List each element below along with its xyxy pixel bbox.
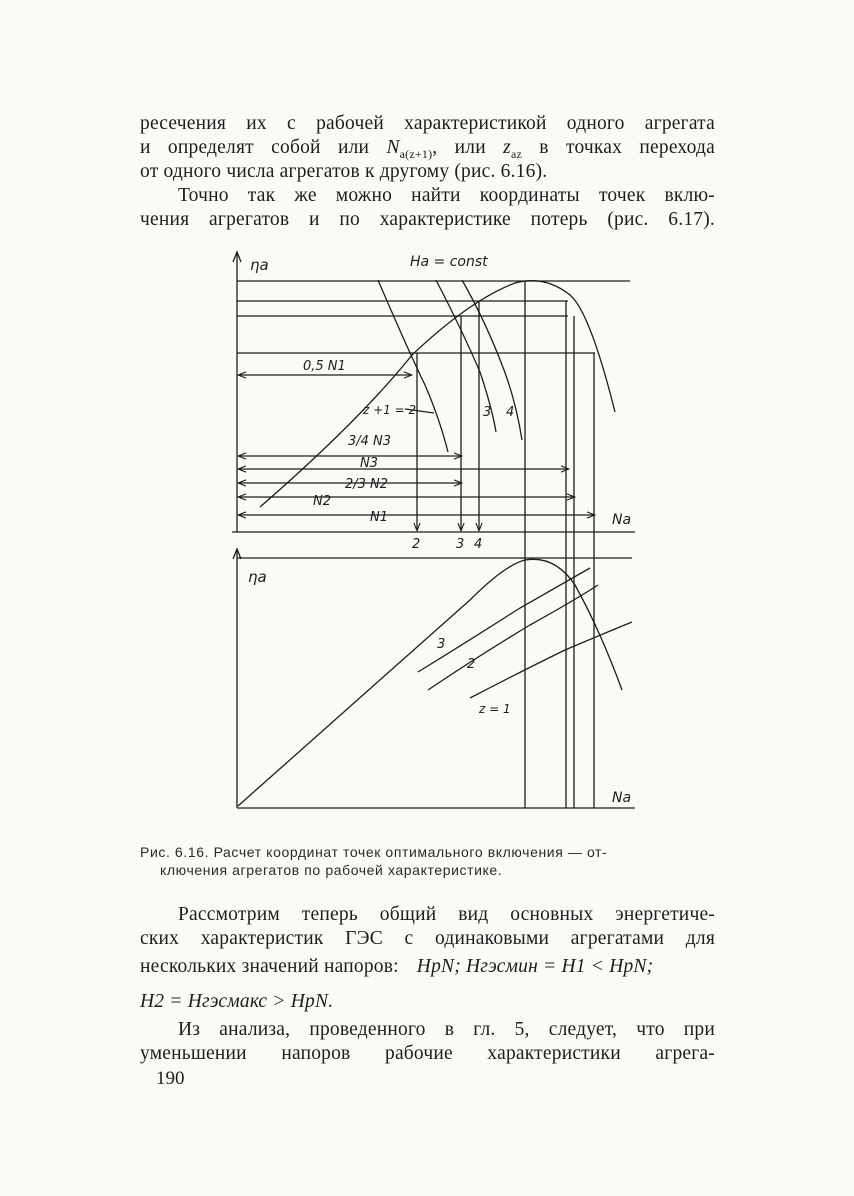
label-curve-3: 3 — [483, 405, 492, 420]
math-expression: HрN; Hгэсмин = H1 < HрN; — [416, 956, 654, 977]
text-line — [140, 955, 715, 979]
text-fragment: нескольких значений напоров: — [140, 956, 399, 977]
label-bottom-2: 2 — [467, 657, 476, 672]
figure-caption-line: Рис. 6.16. Расчет координат точек оптимального включения — от- — [140, 844, 608, 860]
bottom-curve-2 — [428, 585, 598, 690]
label-bottom-3: 3 — [437, 637, 446, 652]
head-label: Ha = const — [410, 254, 488, 270]
figure-caption-line: ключения агрегатов по рабочей характеристике. — [160, 862, 503, 878]
bottom-efficiency-curve — [238, 559, 622, 806]
text-fragment: и определят собой или — [140, 137, 387, 158]
bottom-curve-3 — [418, 568, 590, 672]
axis-label-Na: Na — [612, 512, 632, 528]
math-subscript: az — [510, 146, 522, 161]
page-number: 190 — [156, 1068, 185, 1089]
label-N3: N3 — [360, 456, 378, 471]
label-N2: N2 — [313, 494, 331, 509]
math-expression: H2 = Hгэсмакс > HрN. — [140, 991, 334, 1012]
text-line: ресечения их с рабочей характеристикой одного агрегата — [140, 113, 715, 134]
efficiency-curve — [260, 281, 615, 507]
text-line: Из анализа, проведенного в гл. 5, следует, что при — [178, 1019, 715, 1040]
text-fragment: , или — [432, 137, 504, 158]
axis-label-Na-bottom: Na — [612, 790, 632, 806]
text-line: Рассмотрим теперь общий вид основных энергетиче- — [178, 904, 715, 925]
tick-3: 3 — [456, 537, 465, 552]
text-fragment: в точках перехода — [522, 137, 715, 158]
math-subscript: a(z+1) — [399, 146, 433, 161]
label-z2: z +1 = 2 — [363, 403, 417, 417]
text-line: Точно так же можно найти координаты точек вклю- — [178, 185, 715, 206]
label-34N3: 3/4 N3 — [348, 434, 392, 449]
tick-2: 2 — [412, 537, 421, 552]
text-line: ских характеристик ГЭС с одинаковыми агрегатами для — [140, 928, 715, 949]
text-line: от одного числа агрегатов к другому (рис. 6.16). — [140, 161, 548, 182]
label-05N1: 0,5 N1 — [303, 359, 346, 374]
math-symbol: N — [386, 137, 400, 158]
bottom-curve-1 — [470, 622, 632, 698]
label-curve-4: 4 — [506, 405, 515, 420]
text-line: чения агрегатов и по характеристике потерь (рис. 6.17). — [140, 209, 715, 230]
tick-4: 4 — [474, 537, 483, 552]
label-23N2: 2/3 N2 — [345, 477, 389, 492]
label-N1: N1 — [370, 510, 388, 525]
axis-label-eta: ηa — [250, 256, 269, 274]
curve-z2 — [378, 280, 448, 452]
text-line: уменьшении напоров рабочие характеристики агрега- — [140, 1043, 715, 1064]
label-bottom-z1: z = 1 — [479, 702, 511, 716]
axis-label-eta-bottom: ηa — [248, 568, 267, 586]
math-symbol: z — [503, 137, 511, 158]
text-line — [140, 990, 715, 1014]
